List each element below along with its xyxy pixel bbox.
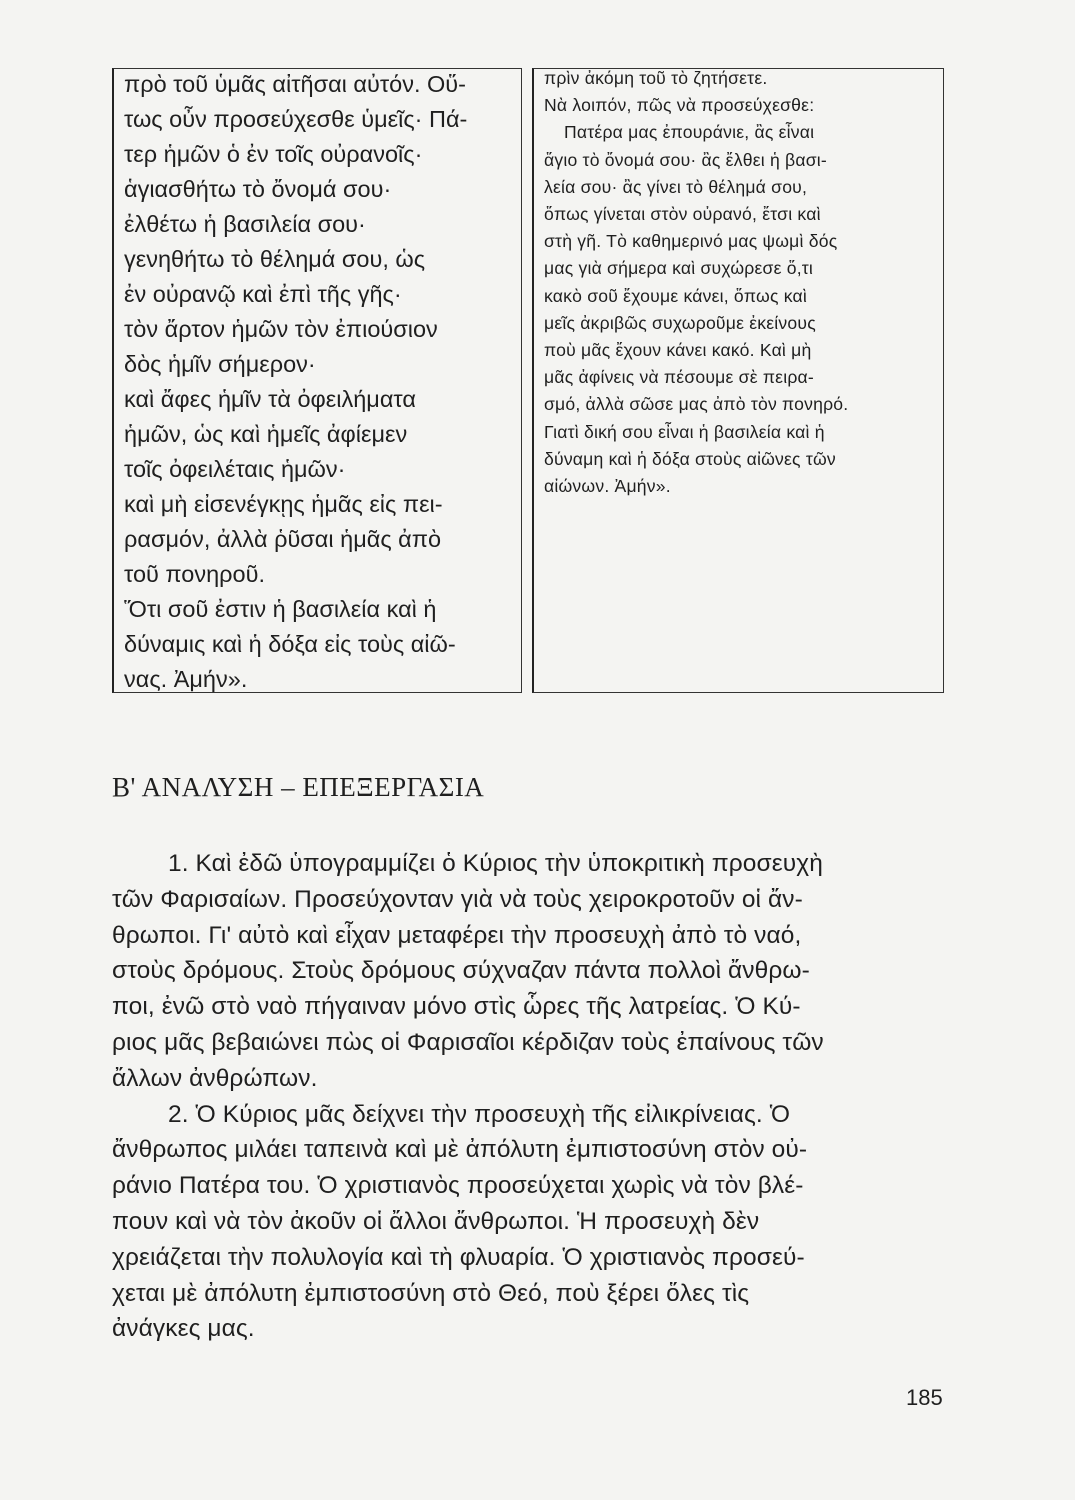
text-line: ἡμῶν, ὡς καὶ ἡμεῖς ἀφίεμεν bbox=[124, 421, 408, 447]
analysis-body bbox=[112, 846, 952, 1347]
text-line: τοῖς ὀφειλέταις ἡμῶν· bbox=[124, 456, 346, 482]
text-line: ριος μᾶς βεβαιώνει πὼς οἱ Φαρισαῖοι κέρδιζαν τοὺς ἐπαίνους τῶν bbox=[112, 1028, 824, 1056]
text-line: ἄλλων ἀνθρώπων. bbox=[112, 1064, 318, 1092]
text-line: μας γιὰ σήμερα καὶ συχώρεσε ὅ,τι bbox=[544, 258, 814, 279]
text-line: πρὶν ἀκόμη τοῦ τὸ ζητήσετε. bbox=[544, 68, 768, 88]
text-line: ἐλθέτω ἡ βασιλεία σου· bbox=[124, 211, 366, 237]
text-line: ποὺ μᾶς ἔχουν κάνει κακό. Καὶ μὴ bbox=[544, 340, 812, 361]
text-line: ποι, ἐνῶ στὸ ναὸ πήγαιναν μόνο στὶς ὧρες τῆς λατρείας. Ὁ Κύ- bbox=[112, 993, 801, 1021]
text-line: γενηθήτω τὸ θέλημά σου, ὡς bbox=[124, 246, 426, 272]
text-line: χρειάζεται τὴν πολυλογία καὶ τὴ φλυαρία. Ὁ χριστιανὸς προσεύ- bbox=[112, 1243, 805, 1271]
text-line: ἄνθρωπος μιλάει ταπεινὰ καὶ μὲ ἀπόλυτη ἐμπιστοσύνη στὸν οὐ- bbox=[112, 1136, 808, 1164]
text-line: νας. Ἀμήν». bbox=[124, 666, 248, 692]
text-line: θρωποι. Γι' αὐτὸ καὶ εἶχαν μεταφέρει τὴν προσευχὴ ἀπὸ τὸ ναό, bbox=[112, 921, 802, 949]
text-line: ἐν οὐρανῷ καὶ ἐπὶ τῆς γῆς· bbox=[124, 281, 402, 307]
text-line: τερ ἡμῶν ὁ ἐν τοῖς οὐρανοῖς· bbox=[124, 141, 423, 167]
greek-original-column bbox=[112, 68, 522, 693]
text-line: πουν καὶ νὰ τὸν ἀκοῦν οἱ ἄλλοι ἄνθρωποι. Ἡ προσευχὴ δὲν bbox=[112, 1207, 760, 1235]
text-line: καὶ μὴ εἰσενέγκῃς ἡμᾶς εἰς πει- bbox=[124, 491, 443, 517]
text-line: 2. Ὁ Κύριος μᾶς δείχνει τὴν προσευχὴ τῆς εἰλικρίνειας. Ὁ bbox=[168, 1100, 791, 1128]
text-line: ἀνάγκες μας. bbox=[112, 1315, 255, 1343]
text-line: Ὅτι σοῦ ἐστιν ἡ βασιλεία καὶ ἡ bbox=[124, 596, 437, 622]
text-line: τως οὖν προσεύχεσθε ὑμεῖς· Πά- bbox=[124, 106, 468, 132]
text-line: δύναμη καὶ ἡ δόξα στοὺς αἰῶνες τῶν bbox=[544, 448, 836, 469]
text-line: χεται μὲ ἀπόλυτη ἐμπιστοσύνη στὸ Θεό, ποὺ ξέρει ὅλες τὶς bbox=[112, 1279, 750, 1307]
text-line: δύναμις καὶ ἡ δόξα εἰς τοὺς αἰῶ- bbox=[124, 631, 456, 657]
text-line: ράνιο Πατέρα του. Ὁ χριστιανὸς προσεύχεται χωρὶς νὰ τὸν βλέ- bbox=[112, 1172, 804, 1200]
text-line: καὶ ἄφες ἡμῖν τὰ ὀφειλήματα bbox=[124, 386, 416, 412]
page-number: 185 bbox=[906, 1385, 943, 1410]
text-line: δὸς ἡμῖν σήμερον· bbox=[124, 351, 316, 377]
text-line: Γιατὶ δική σου εἶναι ἡ βασιλεία καὶ ἡ bbox=[544, 421, 825, 442]
text-line: ὅπως γίνεται στὸν οὐρανό, ἔτσι καὶ bbox=[544, 204, 821, 225]
text-line: τῶν Φαρισαίων. Προσεύχονταν γιὰ νὰ τοὺς χειροκροτοῦν οἱ ἄν- bbox=[112, 885, 803, 913]
text-line: ρασμόν, ἀλλὰ ῥῦσαι ἡμᾶς ἀπὸ bbox=[124, 526, 442, 552]
text-line: σμό, ἀλλὰ σῶσε μας ἀπὸ τὸν πονηρό. bbox=[544, 394, 849, 415]
text-line: μᾶς ἀφίνεις νὰ πέσουμε σὲ πειρα- bbox=[544, 367, 814, 388]
modern-translation-column bbox=[532, 68, 944, 693]
text-line: πρὸ τοῦ ὑμᾶς αἰτῆσαι αὐτόν. Οὕ- bbox=[124, 71, 466, 97]
text-line: αἰώνων. Ἀμήν». bbox=[544, 476, 671, 497]
text-line: κακὸ σοῦ ἔχουμε κάνει, ὅπως καὶ bbox=[544, 285, 807, 306]
text-line: Νὰ λοιπόν, πῶς νὰ προσεύχεσθε: bbox=[544, 95, 815, 116]
section-heading: Β' ΑΝΑΛΥΣΗ – ΕΠΕΞΕΡΓΑΣΙΑ bbox=[112, 772, 485, 802]
text-line: Πατέρα μας ἐπουράνιε, ἂς εἶναι bbox=[564, 122, 815, 143]
text-line: ἁγιασθήτω τὸ ὄνομά σου· bbox=[124, 176, 392, 202]
text-line: στὴ γῆ. Τὸ καθημερινό μας ψωμὶ δός bbox=[544, 231, 838, 252]
text-line: 1. Καὶ ἐδῶ ὑπογραμμίζει ὁ Κύριος τὴν ὑποκριτικὴ προσευχὴ bbox=[168, 850, 823, 877]
text-line: τὸν ἄρτον ἡμῶν τὸν ἐπιούσιον bbox=[124, 316, 438, 342]
text-line: ἅγιο τὸ ὄνομά σου· ἂς ἔλθει ἡ βασι- bbox=[544, 149, 827, 170]
text-line: μεῖς ἀκριβῶς συχωροῦμε ἐκείνους bbox=[544, 312, 816, 333]
text-line: τοῦ πονηροῦ. bbox=[124, 561, 265, 587]
text-line: λεία σου· ἂς γίνει τὸ θέλημά σου, bbox=[544, 176, 808, 197]
text-line: στοὺς δρόμους. Στοὺς δρόμους σύχναζαν πάντα πολλοὶ ἄνθρω- bbox=[112, 957, 810, 985]
